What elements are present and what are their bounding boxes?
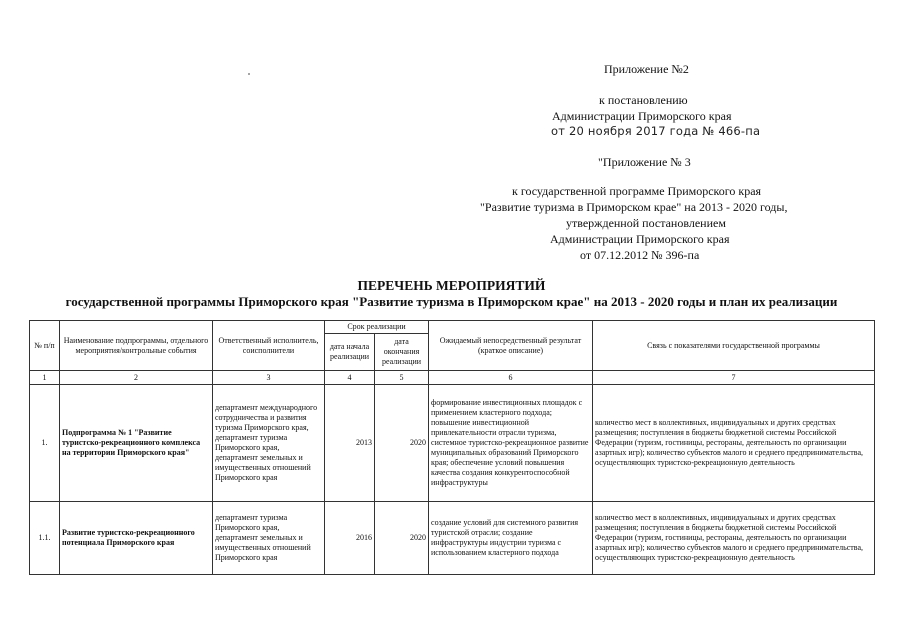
program-name-label: "Развитие туризма в Приморском крае" на 2013 - 2020 годы, bbox=[480, 200, 788, 214]
approval-date-label: от 07.12.2012 № 396-па bbox=[580, 248, 700, 262]
document-title: ПЕРЕЧЕНЬ МЕРОПРИЯТИЙ bbox=[357, 278, 546, 293]
column-number: 2 bbox=[60, 371, 213, 385]
column-number: 3 bbox=[213, 371, 325, 385]
column-number: 4 bbox=[325, 371, 375, 385]
administration-label: Администрации Приморского края bbox=[552, 109, 732, 123]
table-row bbox=[30, 385, 875, 502]
table-header-row bbox=[30, 321, 875, 334]
row-name: Подпрограмма № 1 "Развитие туристско-рекреационного комплекса на территории Приморского края" bbox=[60, 385, 213, 502]
row-end: 2020 bbox=[375, 502, 429, 575]
header-num: № п/п bbox=[30, 321, 60, 371]
table-row bbox=[30, 502, 875, 575]
row-num: 1.1. bbox=[30, 502, 60, 575]
administration2-label: Администрации Приморского края bbox=[550, 232, 730, 246]
row-result: формирование инвестиционных площадок с применением кластерного подхода; повышение инвестиционной привлекательности отрасли туризма, системное туристско-рекреационное развитие муниципальных образований Приморского края; обеспечение условий повышения качества создания конкурентоспособной инфраструктуры bbox=[429, 385, 593, 502]
row-link: количество мест в коллективных, индивидуальных и других средствах размещения; поступления в бюджеты бюджетной системы Российской Федерации (туризм, гостиницы, рестораны, деятельность по организации азартных игр); количество субъектов малого и среднего предпринимательства, осуществляющих туристско-рекреационную деятельность bbox=[593, 502, 875, 575]
appendix2-label: Приложение №2 bbox=[604, 62, 689, 76]
header-end: дата окончания реализации bbox=[375, 334, 429, 371]
appendix3-label: "Приложение № 3 bbox=[598, 155, 691, 169]
document-subtitle: государственной программы Приморского края "Развитие туризма в Приморском крае" на 2013 - 2020 годы и план их реализации bbox=[65, 294, 838, 309]
header-start: дата начала реализации bbox=[325, 334, 375, 371]
header-executor: Ответственный исполнитель, соисполнители bbox=[213, 321, 325, 371]
row-end: 2020 bbox=[375, 385, 429, 502]
approved-label: утвержденной постановлением bbox=[566, 216, 726, 230]
row-link: количество мест в коллективных, индивидуальных и других средствах размещения; поступления в бюджеты бюджетной системы Российской Федерации (туризм, гостиницы, рестораны, деятельность по организации азартных игр); количество субъектов малого и среднего предпринимательства, осуществляющих туристско-рекреационную деятельность bbox=[593, 385, 875, 502]
handwritten-resolution-date: от 20 ноября 2017 года № 466-па bbox=[551, 124, 761, 138]
header-link: Связь с показателями государственной программы bbox=[593, 321, 875, 371]
measures-table bbox=[29, 320, 875, 575]
row-start: 2013 bbox=[325, 385, 375, 502]
header-period: Срок реализации bbox=[325, 321, 429, 334]
column-number-row bbox=[30, 371, 875, 385]
row-result: создание условий для системного развития туристской отрасли; создание инфраструктуры индустрии туризма с использованием кластерного подхода bbox=[429, 502, 593, 575]
to-program-label: к государственной программе Приморского края bbox=[512, 184, 762, 198]
column-number: 7 bbox=[593, 371, 875, 385]
column-number: 5 bbox=[375, 371, 429, 385]
column-number: 6 bbox=[429, 371, 593, 385]
row-executor: департамент международного сотрудничества и развития туризма Приморского края, департамент туризма Приморского края, департамент земельных и имущественных отношений Приморского края bbox=[213, 385, 325, 502]
row-name: Развитие туристско-рекреационного потенциала Приморского края bbox=[60, 502, 213, 575]
header-name: Наименование подпрограммы, отдельного мероприятия/контрольные события bbox=[60, 321, 213, 371]
header-result: Ожидаемый непосредственный результат (краткое описание) bbox=[429, 321, 593, 371]
row-num: 1. bbox=[30, 385, 60, 502]
scan-speck bbox=[248, 73, 250, 75]
row-executor: департамент туризма Приморского края, департамент земельных и имущественных отношений Приморского края bbox=[213, 502, 325, 575]
to-resolution-label: к постановлению bbox=[599, 93, 688, 107]
row-start: 2016 bbox=[325, 502, 375, 575]
column-number: 1 bbox=[30, 371, 60, 385]
